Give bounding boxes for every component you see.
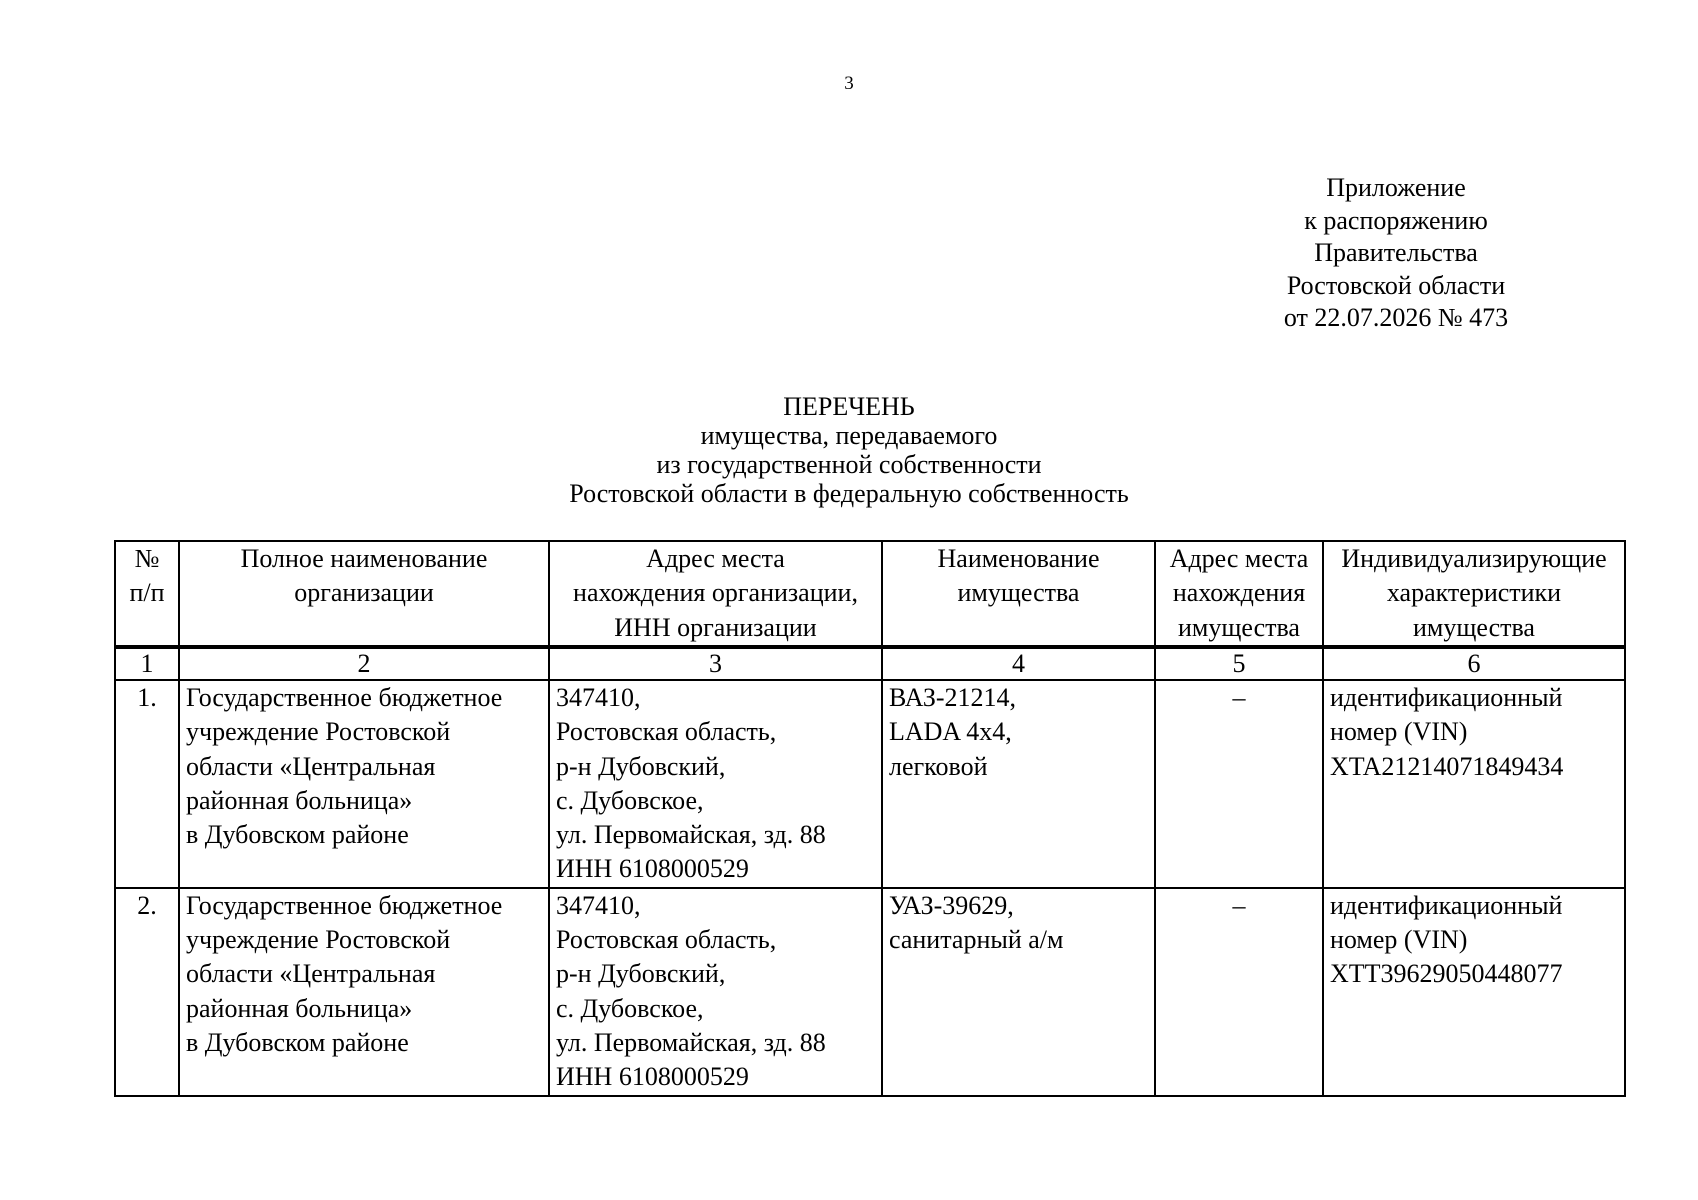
row-number: 2.: [115, 888, 179, 1096]
column-number-cell: 4: [882, 647, 1155, 680]
property-name-cell: ВАЗ-21214, LADA 4x4, легковой: [882, 680, 1155, 888]
appendix-line: Ростовской области: [1286, 270, 1506, 300]
organization-address-cell: 347410, Ростовская область, р-н Дубовский, с. Дубовское, ул. Первомайская, зд. 88 ИНН 6108000529: [549, 888, 882, 1096]
appendix-line: Приложение: [1326, 173, 1466, 202]
header-cell-property-address: Адрес места нахождения имущества: [1155, 541, 1323, 647]
document-title: ПЕРЕЧЕНЬ: [783, 392, 915, 421]
column-number-cell: 5: [1155, 647, 1323, 680]
column-number-cell: 2: [179, 647, 549, 680]
header-cell-property-name: Наименование имущества: [882, 541, 1155, 647]
header-cell-organization-address: Адрес места нахождения организации, ИНН организации: [549, 541, 882, 647]
property-table: [114, 540, 1626, 1097]
table-row: [115, 680, 1625, 888]
page-number: 3: [844, 73, 854, 94]
property-address-cell: –: [1155, 680, 1323, 888]
property-address-cell: –: [1155, 888, 1323, 1096]
table-row: [115, 888, 1625, 1096]
column-numbers-row: [115, 647, 1625, 680]
organization-cell: Государственное бюджетное учреждение Ростовской области «Центральная районная больница» в Дубовском районе: [179, 680, 549, 888]
appendix-date-number: от 22.07.2026 № 473: [1283, 303, 1509, 332]
appendix-block: [1230, 172, 1562, 335]
header-cell-number: № п/п: [115, 541, 179, 647]
document-heading: [0, 392, 1698, 508]
column-number-cell: 1: [115, 647, 179, 680]
table-header-row: [115, 541, 1625, 647]
document-subtitle-line: имущества, передаваемого: [700, 421, 998, 450]
property-name-cell: УАЗ-39629, санитарный а/м: [882, 888, 1155, 1096]
document-subtitle-line: из государственной собственности: [656, 450, 1042, 479]
column-number-cell: 6: [1323, 647, 1625, 680]
characteristics-cell: идентификационный номер (VIN) XTA21214071849434: [1323, 680, 1625, 888]
appendix-line: Правительства: [1314, 238, 1478, 267]
characteristics-cell: идентификационный номер (VIN) XTT39629050448077: [1323, 888, 1625, 1096]
organization-address-cell: 347410, Ростовская область, р-н Дубовский, с. Дубовское, ул. Первомайская, зд. 88 ИНН 6108000529: [549, 680, 882, 888]
header-cell-characteristics: Индивидуализирующие характеристики имущества: [1323, 541, 1625, 647]
appendix-line: к распоряжению: [1304, 205, 1488, 235]
column-number-cell: 3: [549, 647, 882, 680]
document-subtitle-line: Ростовской области в федеральную собственность: [569, 479, 1129, 508]
organization-cell: Государственное бюджетное учреждение Ростовской области «Центральная районная больница» в Дубовском районе: [179, 888, 549, 1096]
header-cell-organization: Полное наименование организации: [179, 541, 549, 647]
row-number: 1.: [115, 680, 179, 888]
